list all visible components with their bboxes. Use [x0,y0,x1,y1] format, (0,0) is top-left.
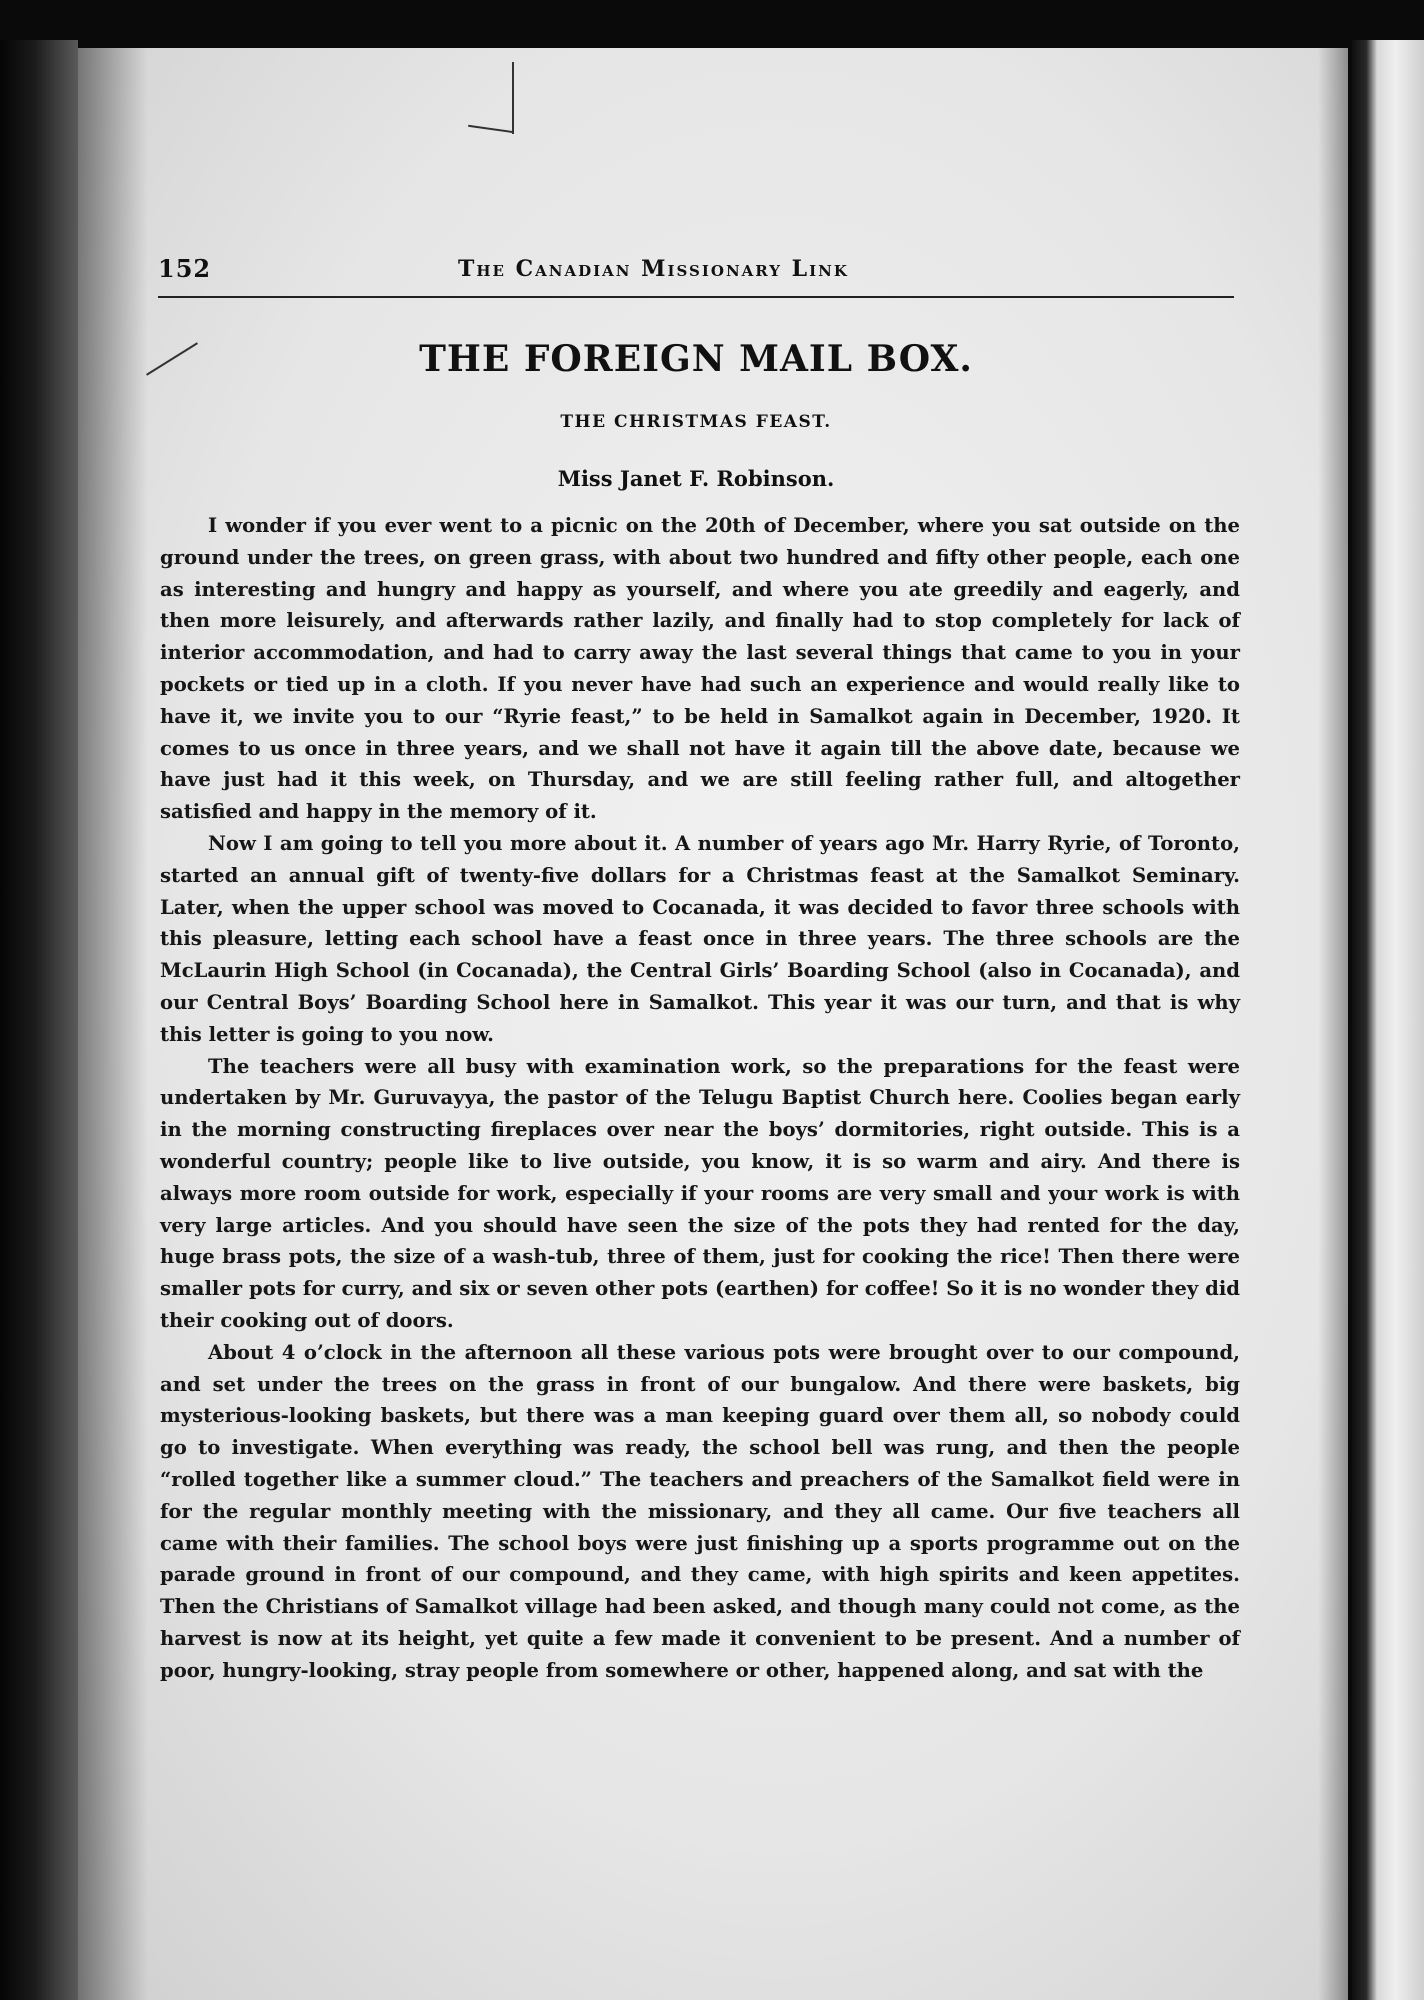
pencil-mark-horizontal [468,125,514,133]
book-binding-left [0,40,78,2000]
paragraph: The teachers were all busy with examination work, so the preparations for the feast were undertaken by Mr. Guruvayya, the pastor of the Telugu Baptist Church here. Coolies began early in the morning constructing fireplaces over near the boys’ dormitories, right outside. This is a wonderful country; people like to live outside, you know, it is so warm and airy. And there is always more room outside for work, especially if your rooms are very small and your work is with very large articles. And you should have seen the size of the pots they had rented for the day, huge brass pots, the size of a wash-tub, three of them, just for cooking the rice! Then there were smaller pots for curry, and six or seven other pots (earthen) for coffee! So it is no wonder they did their cooking out of doors. [160,1054,1240,1332]
article-subtitle: THE CHRISTMAS FEAST. [560,412,832,432]
paragraph: Now I am going to tell you more about it. A number of years ago Mr. Harry Ryrie, of Toronto, started an annual gift of twenty-five dollars for a Christmas feast at the Samalkot Seminary. Later, when the upper school was moved to Cocanada, it was decided to favor three schools with this pleasure, letting each school have a feast once in three years. The three schools are the McLaurin High School (in Cocanada), the Central Girls’ Boarding School (also in Cocanada), and our Central Boys’ Boarding School here in Samalkot. This year it was our turn, and that is why this letter is going to you now. [160,831,1240,1046]
header-rule [158,296,1234,298]
page-number: 152 [158,254,212,283]
pencil-mark-vertical [512,62,514,134]
page-edge-shadow [1318,48,1348,2000]
article-body [160,510,1240,1686]
page-header [158,254,1234,294]
article-author: Miss Janet F. Robinson. [557,466,835,491]
article-title: THE FOREIGN MAIL BOX. [419,338,973,380]
gutter-shadow [78,48,148,2000]
paragraph: I wonder if you ever went to a picnic on the 20th of December, where you sat outside on the ground under the trees, on green grass, with about two hundred and fifty other people, each one as interesting and hungry and happy as yourself, and where you ate greedily and eagerly, and then more leisurely, and afterwards rather lazily, and finally had to stop completely for lack of interior accommodation, and had to carry away the last several things that came to you in your pockets or tied up in a cloth. If you never have had such an experience and would really like to have it, we invite you to our “Ryrie feast,” to be held in Samalkot again in December, 1920. It comes to us once in three years, and we shall not have it again till the above date, because we have just had it this week, on Thursday, and we are still feeling rather full, and altogether satisfied and happy in the memory of it. [160,514,1240,824]
book-binding-right [1352,40,1424,2000]
paragraph: About 4 o’clock in the afternoon all these various pots were brought over to our compound, and set under the trees on the grass in front of our bungalow. And there were baskets, big mysterious-looking baskets, but there was a man keeping guard over them all, so nobody could go to investigate. When everything was ready, the school bell was rung, and then the people “rolled together like a summer cloud.” The teachers and preachers of the Samalkot field were in for the regular monthly meeting with the missionary, and they all came. Our five teachers all came with their families. The school boys were just finishing up a sports programme out on the parade ground in front of our compound, and they came, with high spirits and keen appetites. Then the Christians of Samalkot village had been asked, and though many could not come, as the harvest is now at its height, yet quite a few made it convenient to be present. And a number of poor, hungry-looking, stray people from somewhere or other, happened along, and sat with the [160,1340,1240,1682]
running-head: The Canadian Missionary Link [458,256,849,282]
